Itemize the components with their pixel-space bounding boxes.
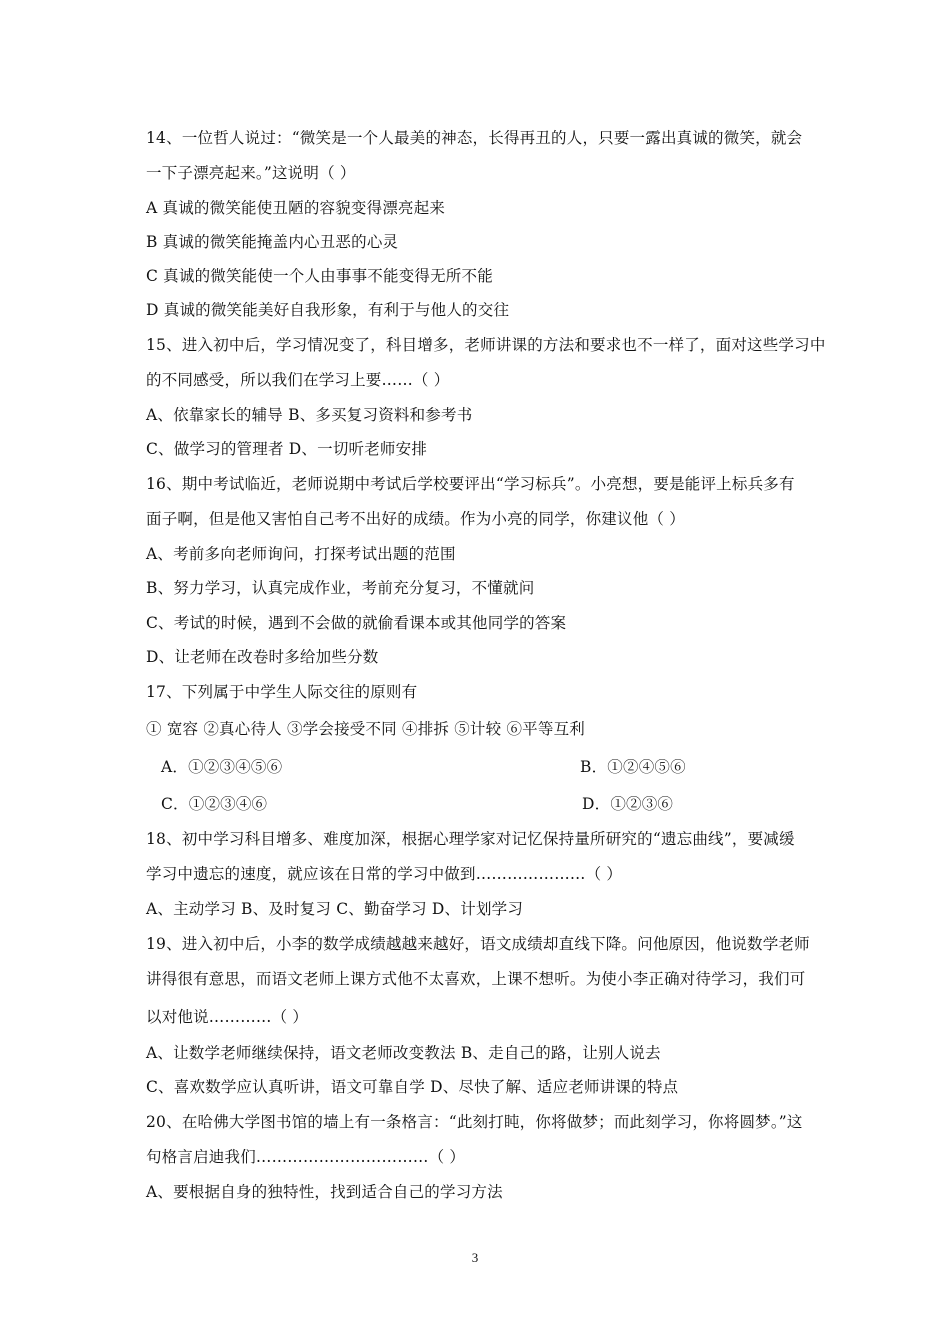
q15-stem-line-1: 15、进入初中后，学习情况变了，科目增多，老师讲课的方法和要求也不一样了，面对这些学习中: [146, 336, 826, 354]
q14-stem-line-1: 14、一位哲人说过：“微笑是一个人最美的神态，长得再丑的人，只要一露出真诚的微笑，就会: [146, 129, 803, 147]
q19-stem-line-3: 以对他说…………（ ）: [146, 1008, 309, 1026]
q19-options-line-2: C、喜欢数学应认真听讲，语文可靠自学 D、尽快了解、适应老师讲课的特点: [146, 1078, 679, 1096]
q14-option-b: B 真诚的微笑能掩盖内心丑恶的心灵: [146, 233, 399, 251]
q19-stem-line-2: 讲得很有意思，而语文老师上课方式他不太喜欢，上课不想听。为使小李正确对待学习，我们可: [146, 970, 806, 988]
q18-stem-line-2: 学习中遗忘的速度，就应该在日常的学习中做到…………………（ ）: [146, 865, 623, 883]
q16-option-b: B、努力学习，认真完成作业，考前充分复习，不懂就问: [146, 579, 535, 597]
q16-option-d: D、让老师在改卷时多给加些分数: [146, 648, 379, 666]
q15-options-line-1: A、依靠家长的辅导 B、多买复习资料和参考书: [146, 406, 473, 424]
q17-option-b: B．①②④⑤⑥: [580, 758, 686, 776]
q19-options-line-1: A、让数学老师继续保持，语文老师改变教法 B、走自己的路，让别人说去: [146, 1044, 661, 1062]
q16-option-c: C、考试的时候，遇到不会做的就偷看课本或其他同学的答案: [146, 614, 567, 632]
q17-items: ① 宽容 ②真心待人 ③学会接受不同 ④排拆 ⑤计较 ⑥平等互利: [146, 720, 585, 738]
q14-option-a: A 真诚的微笑能使丑陋的容貌变得漂亮起来: [146, 199, 446, 217]
q19-stem-line-1: 19、进入初中后，小李的数学成绩越越来越好，语文成绩却直线下降。问他原因，他说数学老师: [146, 935, 810, 953]
q14-option-c: C 真诚的微笑能使一个人由事事不能变得无所不能: [146, 267, 493, 285]
q15-stem-line-2: 的不同感受，所以我们在学习上要……（ ）: [146, 371, 450, 389]
q17-option-a: A．①②③④⑤⑥: [161, 758, 283, 776]
q16-option-a: A、考前多向老师询问，打探考试出题的范围: [146, 545, 456, 563]
q20-option-a: A、要根据自身的独特性，找到适合自己的学习方法: [146, 1183, 503, 1201]
q20-stem-line-2: 句格言启迪我们……………………………（ ）: [146, 1148, 466, 1166]
q16-stem-line-2: 面子啊，但是他又害怕自己考不出好的成绩。作为小亮的同学，你建议他（ ）: [146, 510, 685, 528]
q14-option-d: D 真诚的微笑能美好自我形象，有利于与他人的交往: [146, 301, 510, 319]
q17-option-c: C．①②③④⑥: [161, 795, 268, 813]
q14-stem-line-2: 一下子漂亮起来。”这说明（ ）: [146, 164, 356, 182]
page-number: 3: [471, 1250, 479, 1265]
q17-stem: 17、下列属于中学生人际交往的原则有: [146, 683, 418, 701]
q15-options-line-2: C、做学习的管理者 D、一切听老师安排: [146, 440, 428, 458]
q18-options: A、主动学习 B、及时复习 C、勤奋学习 D、计划学习: [146, 900, 524, 918]
q18-stem-line-1: 18、初中学习科目增多、难度加深，根据心理学家对记忆保持量所研究的“遗忘曲线”，要减缓: [146, 830, 795, 848]
q20-stem-line-1: 20、在哈佛大学图书馆的墙上有一条格言：“此刻打盹，你将做梦；而此刻学习，你将圆梦。”这: [146, 1113, 803, 1131]
q16-stem-line-1: 16、期中考试临近，老师说期中考试后学校要评出“学习标兵”。小亮想，要是能评上标兵多有: [146, 475, 795, 493]
q17-option-d: D．①②③⑥: [582, 795, 674, 813]
